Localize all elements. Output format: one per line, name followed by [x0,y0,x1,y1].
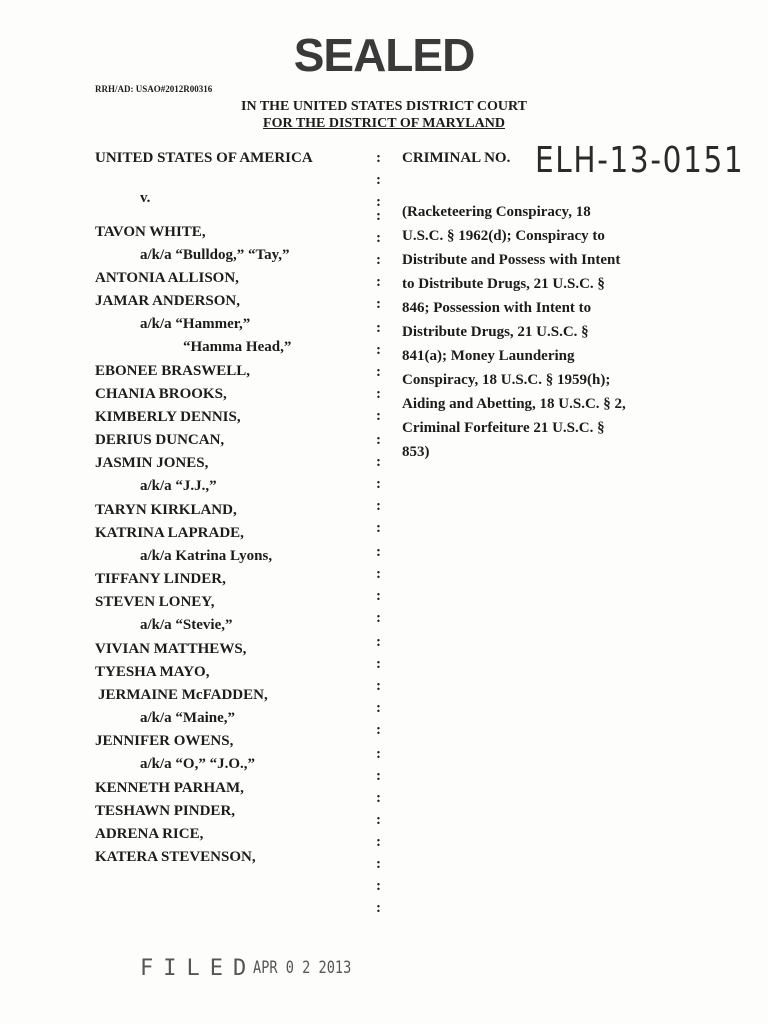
colon-separator: : [376,296,381,312]
colon-separator: : [376,230,381,246]
colon-separator: : [376,746,381,762]
colon-separator: : [376,172,381,188]
court-name: IN THE UNITED STATES DISTRICT COURT [241,99,527,114]
defendant-alias: a/k/a “Maine,” [140,710,236,726]
defendant-name: JASMIN JONES, [95,455,209,471]
defendant-alias: “Hamma Head,” [183,339,292,355]
colon-separator: : [376,768,381,784]
defendant-name: JAMAR ANDERSON, [95,293,241,309]
colon-separator: : [376,610,381,626]
defendant-name: TESHAWN PINDER, [95,803,236,819]
defendant-alias: a/k/a “Hammer,” [140,316,251,332]
colon-separator: : [376,588,381,604]
defendant-name: KENNETH PARHAM, [95,780,244,796]
defendant-name: KATRINA LAPRADE, [95,525,244,541]
colon-separator: : [376,520,381,536]
colon-separator: : [376,408,381,424]
defendant-name: TARYN KIRKLAND, [95,502,237,518]
colon-separator: : [376,252,381,268]
court-header [0,98,768,132]
charge-line: Aiding and Abetting, 18 U.S.C. § 2, [402,396,626,412]
colon-separator: : [376,364,381,380]
criminal-label: CRIMINAL NO. [402,150,511,166]
defendant-name: TAVON WHITE, [95,224,206,240]
colon-separator: : [376,208,381,224]
defendant-name: DERIUS DUNCAN, [95,432,225,448]
charge-line: Criminal Forfeiture 21 U.S.C. § [402,420,605,436]
colon-separator: : [376,544,381,560]
plaintiff: UNITED STATES OF AMERICA [95,150,313,166]
defendant-name: KIMBERLY DENNIS, [95,409,241,425]
colon-separator: : [376,790,381,806]
colon-separator: : [376,498,381,514]
colon-separator: : [376,700,381,716]
colon-separator: : [376,432,381,448]
sealed-stamp: SEALED [293,29,475,81]
defendant-alias: a/k/a Katrina Lyons, [140,548,273,564]
charge-line: Conspiracy, 18 U.S.C. § 1959(h); [402,372,611,388]
colon-separator: : [376,386,381,402]
colon-separator: : [376,274,381,290]
defendant-name: CHANIA BROOKS, [95,386,227,402]
colon-separator: : [376,900,381,916]
defendant-alias: a/k/a “J.J.,” [140,478,217,494]
charge-line: 841(a); Money Laundering [402,348,575,364]
colon-separator: : [376,320,381,336]
charge-line: to Distribute Drugs, 21 U.S.C. § [402,276,605,292]
defendant-name: VIVIAN MATTHEWS, [95,641,247,657]
defendant-alias: a/k/a “O,” “J.O.,” [140,756,256,772]
colon-separator: : [376,634,381,650]
charge-line: Distribute and Possess with Intent [402,252,621,268]
colon-separator: : [376,566,381,582]
defendant-name: KATERA STEVENSON, [95,849,256,865]
charge-line: 853) [402,444,430,460]
case-number-handwritten: ELH-13-0151 [535,140,745,181]
defendant-name: ANTONIA ALLISON, [95,270,239,286]
colon-separator: : [376,834,381,850]
defendant-alias: a/k/a “Stevie,” [140,617,233,633]
defendant-alias: a/k/a “Bulldog,” “Tay,” [140,247,290,263]
colon-separator: : [376,722,381,738]
colon-separator: : [376,678,381,694]
colon-separator: : [376,150,381,166]
colon-separator: : [376,342,381,358]
colon-separator: : [376,856,381,872]
charge-line: Distribute Drugs, 21 U.S.C. § [402,324,589,340]
defendant-name: JENNIFER OWENS, [95,733,234,749]
defendant-name: ADRENA RICE, [95,826,204,842]
defendant-name: JERMAINE McFADDEN, [98,687,268,703]
defendant-name: TIFFANY LINDER, [95,571,226,587]
defendant-name: STEVEN LONEY, [95,594,215,610]
colon-separator: : [376,878,381,894]
court-district: FOR THE DISTRICT OF MARYLAND [263,116,505,131]
charge-line: (Racketeering Conspiracy, 18 [402,204,591,220]
filed-stamp-word: FILED [140,956,257,981]
defendant-name: EBONEE BRASWELL, [95,363,251,379]
versus: v. [140,190,151,206]
charges-block [402,200,662,464]
colon-separator: : [376,656,381,672]
reference-number: RRH/AD: USAO#2012R00316 [95,84,213,94]
filed-stamp-date: APR 0 2 2013 [253,958,352,978]
defendant-name: TYESHA MAYO, [95,664,210,680]
colon-separator: : [376,812,381,828]
colon-separator: : [376,476,381,492]
colon-separator: : [376,454,381,470]
colon-separator: : [376,194,381,210]
charge-line: U.S.C. § 1962(d); Conspiracy to [402,228,605,244]
charge-line: 846; Possession with Intent to [402,300,592,316]
